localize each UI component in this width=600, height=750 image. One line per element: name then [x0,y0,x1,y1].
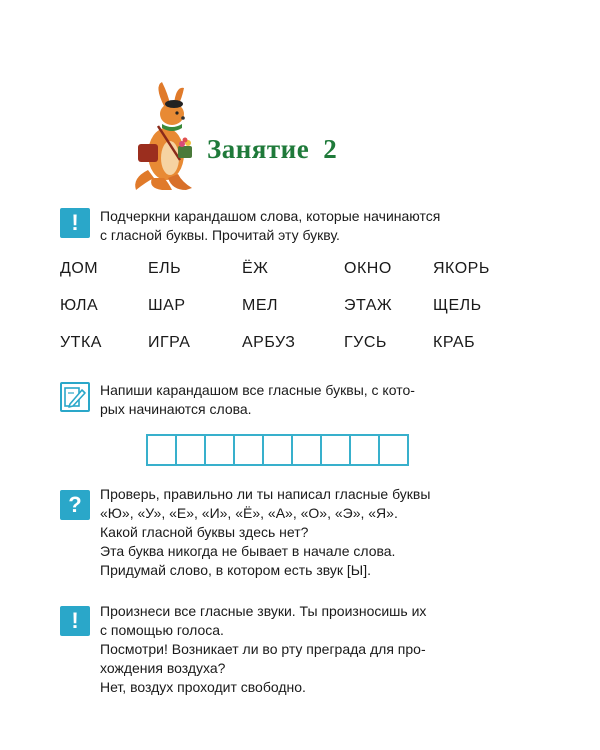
word[interactable]: КРАБ [433,334,476,351]
answer-cells [146,434,409,466]
word[interactable]: ЭТАЖ [344,297,393,314]
exclamation-icon: ! [60,606,90,636]
task1-line: с гласной буквы. Прочитай эту букву. [100,227,340,243]
answer-cell[interactable] [204,434,235,466]
task4-line: хождения воздуха? [100,660,226,676]
lesson-title-text: Занятие [207,134,310,164]
task3-line: Придумай слово, в котором есть звук [Ы]. [100,562,371,578]
answer-cell[interactable] [378,434,409,466]
answer-cell[interactable] [175,434,206,466]
task3-line: «Ю», «У», «Е», «И», «Ё», «А», «О», «Э», «Я». [100,505,398,521]
answer-cell[interactable] [146,434,177,466]
word[interactable]: АРБУЗ [242,334,296,351]
pencil-icon [60,382,90,412]
lesson-title [207,134,337,165]
task4-line: Посмотри! Возникает ли во рту преграда для про- [100,641,426,657]
task2-text [100,381,490,419]
answer-cell[interactable] [320,434,351,466]
word[interactable]: ИГРА [148,334,191,351]
task1-text [100,207,490,245]
lesson-number: 2 [323,134,338,164]
task3-text [100,485,490,580]
task4-text [100,602,490,697]
word[interactable]: ЁЖ [242,260,269,277]
question-icon: ? [60,490,90,520]
word[interactable]: ЕЛЬ [148,260,182,277]
answer-cell[interactable] [291,434,322,466]
task4-line: Произнеси все гласные звуки. Ты произносишь их [100,603,427,619]
task3-line: Проверь, правильно ли ты написал гласные буквы [100,486,431,502]
word[interactable]: ГУСЬ [344,334,387,351]
task2-line: рых начинаются слова. [100,401,252,417]
word[interactable]: ДОМ [60,260,99,277]
task3-line: Эта буква никогда не бывает в начале слова. [100,543,396,559]
word[interactable]: МЕЛ [242,297,278,314]
answer-cell[interactable] [349,434,380,466]
word[interactable]: ЮЛА [60,297,99,314]
answer-cell[interactable] [262,434,293,466]
word[interactable]: ОКНО [344,260,392,277]
task4-line: с помощью голоса. [100,622,224,638]
task2-line: Напиши карандашом все гласные буквы, с кото- [100,382,415,398]
word[interactable]: ШАР [148,297,186,314]
kangaroo-illustration [128,82,208,194]
word[interactable]: ЩЕЛЬ [433,297,482,314]
answer-cell[interactable] [233,434,264,466]
word[interactable]: УТКА [60,334,102,351]
word[interactable]: ЯКОРЬ [433,260,490,277]
task4-line: Нет, воздух проходит свободно. [100,679,306,695]
task3-line: Какой гласной буквы здесь нет? [100,524,309,540]
task1-line: Подчеркни карандашом слова, которые начинаются [100,208,441,224]
exclamation-icon: ! [60,208,90,238]
